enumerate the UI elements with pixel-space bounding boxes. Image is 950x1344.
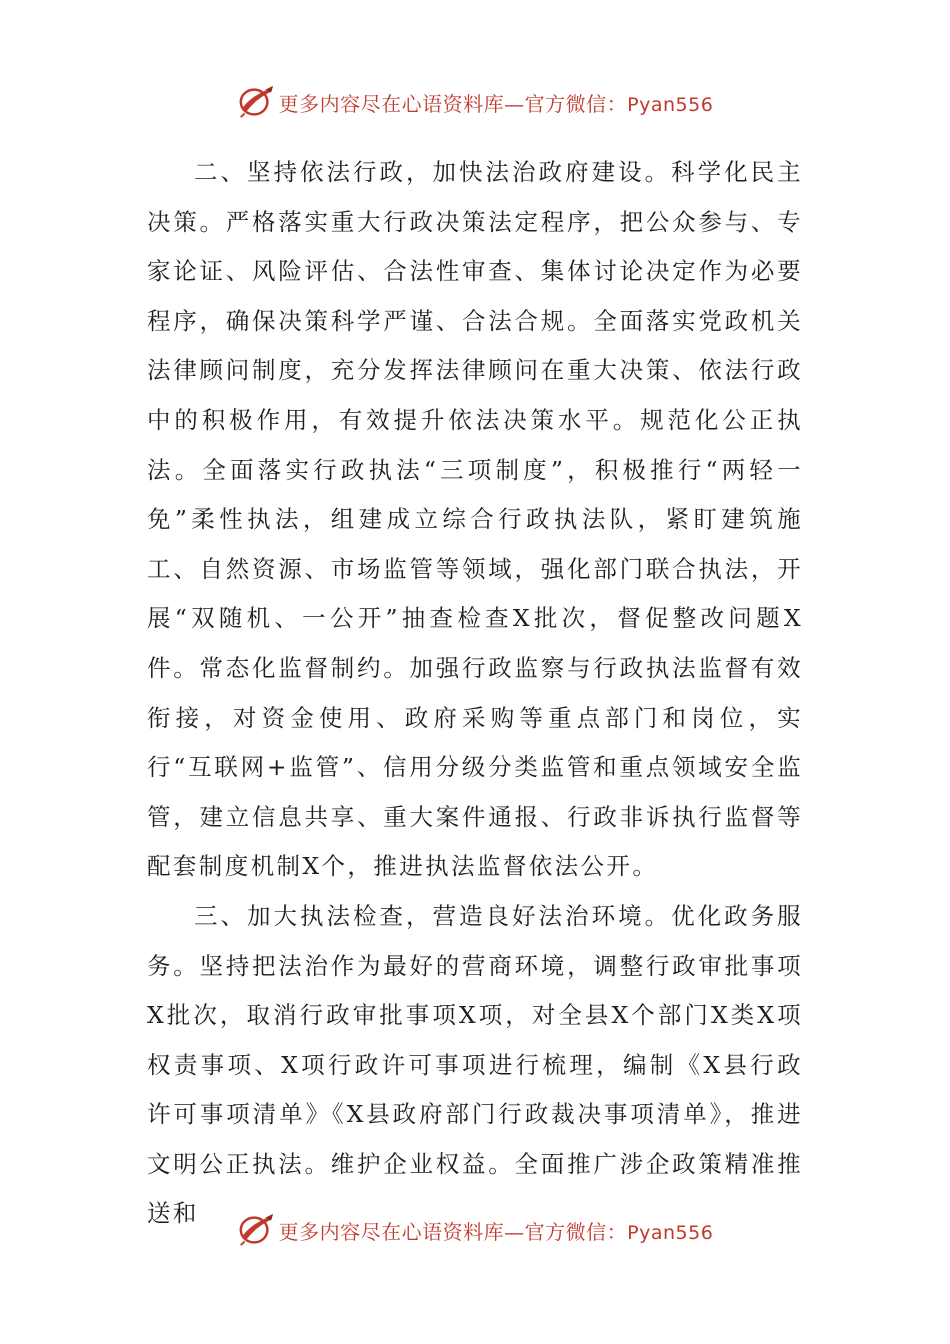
footer-banner	[0, 1208, 950, 1252]
footer-banner-slogan: 更多内容尽在心语资料库	[278, 1219, 505, 1244]
header-banner	[0, 80, 950, 124]
header-banner-text	[279, 88, 714, 117]
header-banner-slogan: 更多内容尽在心语资料库	[278, 91, 505, 116]
footer-wechat-label: 官方微信：	[524, 1219, 628, 1244]
footer-wechat-id: Pyan556	[627, 1221, 714, 1244]
pen-logo-icon	[237, 83, 275, 121]
header-banner-separator: —	[504, 91, 525, 116]
paragraph-2: 二、坚持依法行政，加快法治政府建设。科学化民主决策。严格落实重大行政决策法定程序，把公众参与、专家论证、风险评估、合法性审查、集体讨论决定作为必要程序，确保决策科学严谨、合法合规。全面落实党政机关法律顾问制度，充分发挥法律顾问在重大决策、依法行政中的积极作用，有效提升依法决策水平。规范化公正执法。全面落实行政执法“三项制度”，积极推行“两轻一免”柔性执法，组建成立综合行政执法队，紧盯建筑施工、自然资源、市场监管等领域，强化部门联合执法，开展“双随机、一公开”抽查检查X批次，督促整改问题X件。常态化监督制约。加强行政监察与行政执法监督有效衔接，对资金使用、政府采购等重点部门和岗位，实行“互联网+监管”、信用分级分类监管和重点领域安全监管，建立信息共享、重大案件通报、行政非诉执行监督等配套制度机制X个，推进执法监督依法公开。	[147, 158, 803, 881]
paragraph-3: 三、加大执法检查，营造良好法治环境。优化政务服务。坚持把法治作为最好的营商环境，调整行政审批事项X批次，取消行政审批事项X项，对全县X个部门X类X项权责事项、X项行政许可事项进行梳理，编制《X县行政许可事项清单》《X县政府部门行政裁决事项清单》，推进文明公正执法。维护企业权益。全面推广涉企政策精准推送和	[147, 901, 803, 1228]
header-wechat-label: 官方微信：	[524, 91, 628, 116]
document-body	[147, 148, 803, 1239]
pen-logo-icon	[237, 1211, 275, 1249]
header-wechat-id: Pyan556	[627, 93, 714, 116]
footer-banner-separator: —	[504, 1219, 525, 1244]
footer-banner-text	[279, 1216, 714, 1245]
